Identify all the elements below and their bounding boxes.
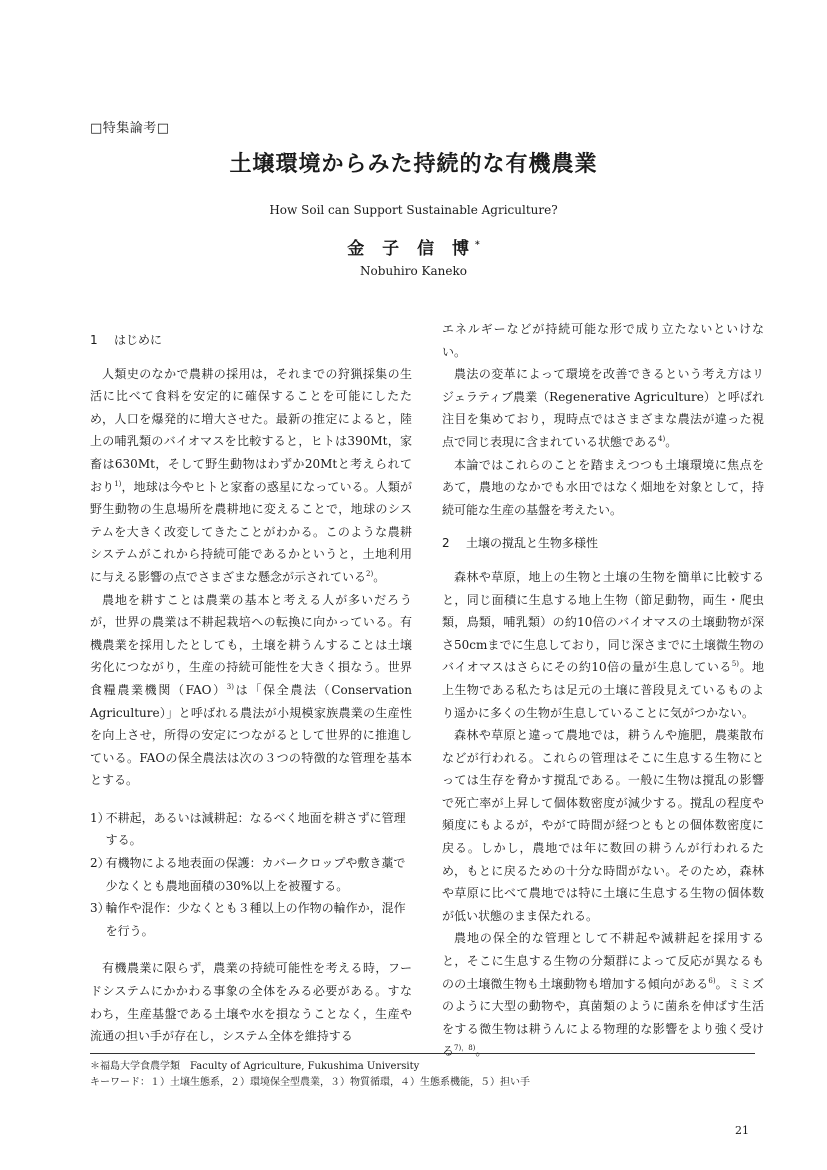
paragraph: 農地の保全的な管理として不耕起や減耕起を採用すると，そこに生息する生物の分類群によって反応が異なるものの土壌微生物も土壌動物も増加する傾向がある$^{6)}$。ミミズのように大型の動物や，真菌類のように菌糸を伸ばす生活をする微生物は耕うんによる物理的な影響をより強く受ける$^{7),8)}$。 bbox=[442, 931, 764, 1059]
list-item: 1）不耕起，あるいは減耕起：なるべく地面を耕さずに管理する。 bbox=[90, 810, 406, 848]
section-2-title: 土壌の撹乱と生物多様性 bbox=[466, 536, 599, 551]
section-2-heading bbox=[442, 532, 764, 555]
paragraph: 有機農業に限らず，農業の持続可能性を考える時，フードシステムにかかわる事象の全体をみる必要がある。すなわち，生産基盤である土壌や水を損なうことなく，生産や流通の担い手が存在し，システム全体を維持する bbox=[90, 961, 412, 1044]
left-column bbox=[90, 318, 412, 1048]
paragraph: 農地を耕すことは農業の基本と考える人が多いだろうが，世界の農業は不耕起栽培への転換に向かっている。有機農業を採用したとしても，土壌を耕うんすることは土壌劣化につながり，生産の持続可能性を大きく損なう。世界食糧農業機関（FAO）$^{3)}$は「保全農法（Conservation Agriculture）」と呼ばれる農法が小規模家族農業の生産性を向上させ，所得の安定につながるとして世界的に推進している。FAOの保全農法は次の３つの特徴的な管理を基本とする。 bbox=[90, 592, 412, 788]
management-list bbox=[90, 807, 412, 943]
section-2-number: 2 bbox=[442, 536, 450, 551]
right-column bbox=[442, 318, 764, 1063]
citation-ref: 4) bbox=[658, 434, 666, 443]
page-number: 21 bbox=[735, 1124, 749, 1137]
citation-ref: 7)，8) bbox=[454, 1044, 476, 1053]
citation-ref: 5) bbox=[731, 660, 740, 669]
list-item: 2）有機物による地表面の保護：カバークロップや敷き藁で少なくとも農地面積の30%以上を被覆する。 bbox=[90, 856, 406, 893]
author-name-text: 金 子 信 博 bbox=[347, 239, 476, 259]
paragraph: 森林や草原，地上の生物と土壌の生物を簡単に比較すると，同じ面積に生息する地上生物（節足動物，両生・爬虫類，鳥類，哺乳類）の約10倍のバイオマスの土壌動物が深さ50cmまでに生息しており，同じ深さまでに土壌微生物のバイオマスはさらにその約10倍の量が生息している$^{5)}$。地上生物である私たちは足元の土壌に普段見えているものより遥かに多くの生物が生息していることに気がつかない。 bbox=[442, 569, 764, 720]
section-1-heading bbox=[90, 329, 412, 352]
section-kicker: □特集論考□ bbox=[90, 121, 170, 136]
article-title-english: How Soil can Support Sustainable Agriculture? bbox=[269, 203, 558, 217]
paragraph: 森林や草原と違って農地では，耕うんや施肥，農薬散布などが行われる。これらの管理はそこに生息する生物にとっては生存を脅かす撹乱である。一般に生物は撹乱の影響で死亡率が上昇して個体数密度が減少する。撹乱の程度や頻度にもよるが，やがて時間が経つともとの個体数密度に戻る。しかし，農地では年に数回の耕うんが行われるため，もとに戻るための十分な時間がない。そのため，森林や草原に比べて農地では特に土壌に生息する生物の個体数が低い状態のまま保たれる。 bbox=[442, 728, 764, 923]
citation-ref: 1) bbox=[114, 479, 122, 488]
citation-ref: 2) bbox=[366, 569, 374, 578]
list-item: 3）輪作や混作：少なくとも３種以上の作物の輪作か，混作を行う。 bbox=[90, 901, 406, 938]
article-title: 土壌環境からみた持続的な有機農業 bbox=[229, 151, 598, 177]
footnote-divider bbox=[90, 1053, 755, 1054]
citation-ref: 3) bbox=[226, 682, 234, 691]
author-affiliation: ＊福島大学食農学類 Faculty of Agriculture, Fukushima University bbox=[90, 1061, 420, 1072]
citation-ref: 6) bbox=[708, 976, 716, 985]
paragraph: エネルギーなどが持続可能な形で成り立たないといけない。 bbox=[442, 322, 764, 359]
paragraph: 本論ではこれらのことを踏まえつつも土壌環境に焦点をあて，農地のなかでも水田ではなく畑地を対象として，持続可能な生産の基盤を考えたい。 bbox=[442, 457, 764, 517]
paragraph: 人類史のなかで農耕の採用は，それまでの狩猟採集の生活に比べて食料を安定的に確保することを可能にしたため，人口を爆発的に増大させた。最新の推定によると，陸上の哺乳類のバイオマスを比較すると，ヒトは390Mt，家畜は630Mt，そして野生動物はわずか20Mtと考えられており$^{1)}$，地球は今やヒトと家畜の惑星になっている。人類が野生動物の生息場所を農耕地に変えることで，地球のシステムを大きく改変してきたことがわかる。このような農耕システムがこれから持続可能であるかというと，土地利用に与える影響の点でさまざまな懸念が示されている$^{2)}$。 bbox=[90, 366, 412, 584]
section-1-title: はじめに bbox=[114, 333, 163, 347]
paragraph: 農法の変革によって環境を改善できるという考え方はリジェラティブ農業（Regenerative Agriculture）と呼ばれ注目を集めており，現時点ではさまざまな農法が違った視点で同じ表現に含まれている状態である$^{4)}$。 bbox=[442, 367, 764, 449]
author-name-english: Nobuhiro Kaneko bbox=[360, 264, 467, 278]
keywords: キーワード：１）土壌生態系，２）環境保全型農業，３）物質循環，４）生態系機能，５）担い手 bbox=[90, 1077, 530, 1088]
author-footnote-mark: * bbox=[475, 240, 480, 251]
author-name bbox=[0, 234, 827, 259]
section-1-number: 1 bbox=[90, 333, 98, 347]
